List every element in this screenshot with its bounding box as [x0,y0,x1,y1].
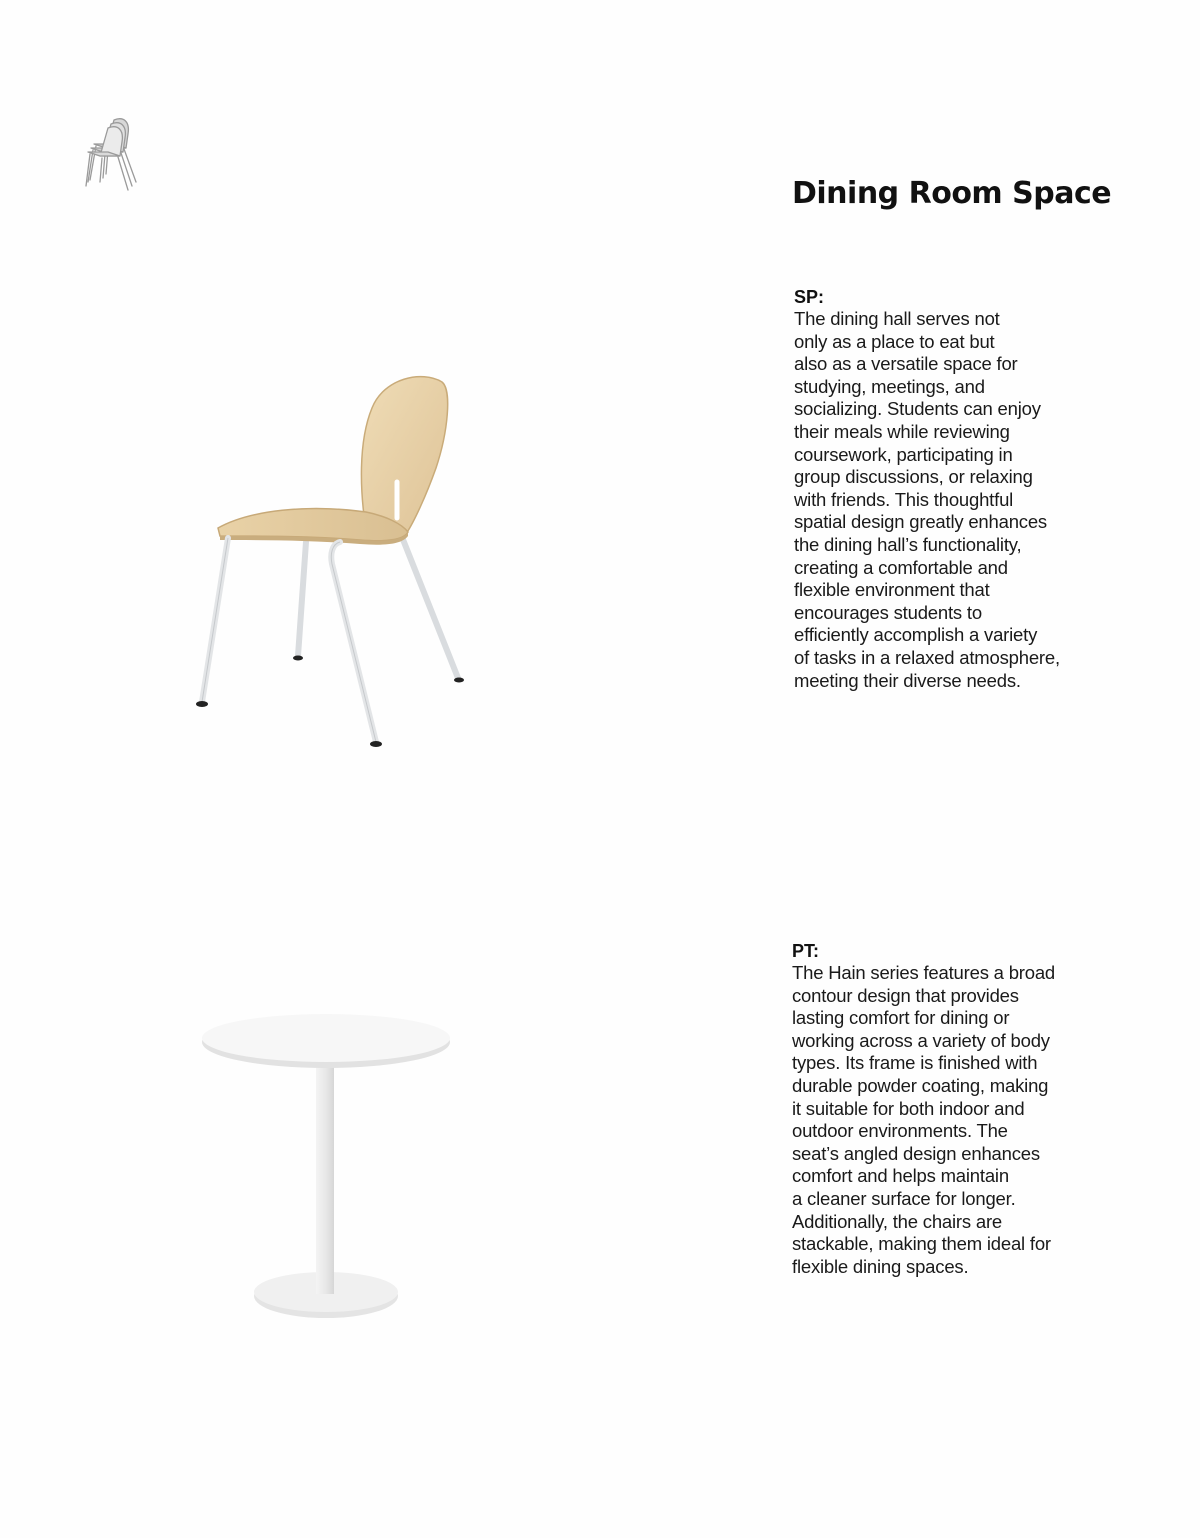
wooden-chair-image [190,372,480,757]
round-table-image [196,1008,458,1324]
page-title: Dining Room Space [792,176,1112,211]
sp-body: The dining hall serves not only as a place to eat but also as a versatile space for studying, meetings, and socializing. Students can enjoy their meals while reviewing coursework, participating in group discussions, or relaxing with friends. This thoughtful spatial design greatly enhances the dining hall’s functionality, creating a comfortable and flexible environment that encourages students to efficiently accomplish a variety of tasks in a relaxed atmosphere, meeting their diverse needs. [794,308,1060,691]
sp-section [794,286,1094,692]
pt-label: PT: [792,941,819,961]
pt-section [792,940,1092,1278]
stacked-chairs-icon [84,114,150,194]
sp-label: SP: [794,287,825,307]
pt-body: The Hain series features a broad contour design that provides lasting comfort for dining or working across a variety of body types. Its frame is finished with durable powder coating, making it suitable for both indoor and outdoor environments. The seat’s angled design enhances comfort and helps maintain a cleaner surface for longer. Additionally, the chairs are stackable, making them ideal for flexible dining spaces. [792,962,1056,1277]
